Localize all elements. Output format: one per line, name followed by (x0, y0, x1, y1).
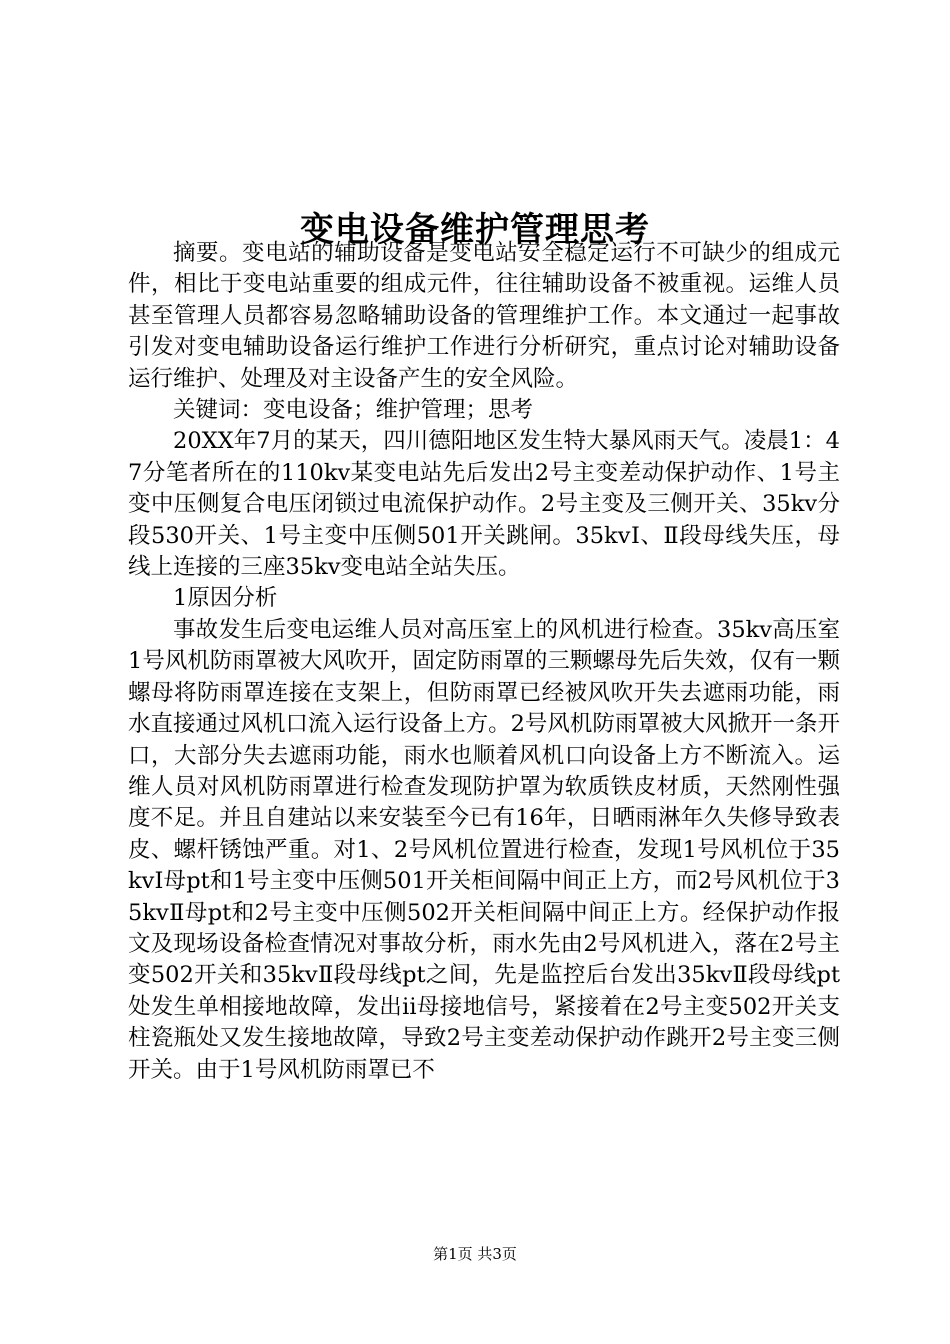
analysis-paragraph: 事故发生后变电运维人员对高压室上的风机进行检查。35kv高压室1号风机防雨罩被大风吹开，固定防雨罩的三颗螺母先后失效，仅有一颗螺母将防雨罩连接在支架上，但防雨罩已经被风吹开失去遮雨功能，雨水直接通过风机口流入运行设备上方。2号风机防雨罩被大风掀开一条开口，大部分失去遮雨功能，雨水也顺着风机口向设备上方不断流入。运维人员对风机防雨罩进行检查发现防护罩为软质铁皮材质，天然刚性强度不足。并且自建站以来安装至今已有16年，日晒雨淋年久失修导致表皮、螺杆锈蚀严重。对1、2号风机位置进行检查，发现1号风机位于35kvⅠ母pt和1号主变中压侧501开关柜间隔中间正上方，而2号风机位于35kvⅡ母pt和2号主变中压侧502开关柜间隔中间正上方。经保护动作报文及现场设备检查情况对事故分析，雨水先由2号风机进入，落在2号主变502开关和35kvⅡ段母线pt之间，先是监控后台发出35kvⅡ段母线pt处发生单相接地故障，发出ii母接地信号，紧接着在2号主变502开关支柱瓷瓶处又发生接地故障，导致2号主变差动保护动作跳开2号主变三侧开关。由于1号风机防雨罩已不 (128, 616, 840, 1083)
keywords-paragraph: 关键词：变电设备；维护管理；思考 (173, 397, 534, 424)
document-body (128, 238, 840, 1086)
document-title: 变电设备维护管理思考 (300, 209, 650, 250)
incident-paragraph: 20XX年7月的某天，四川德阳地区发生特大暴风雨天气。凌晨1：47分笔者所在的110kv某变电站先后发出2号主变差动保护动作、1号主变中压侧复合电压闭锁过电流保护动作。2号主变及三侧开关、35kv分段530开关、1号主变中压侧501开关跳闸。35kvⅠ、Ⅱ段母线失压，母线上连接的三座35kv变电站全站失压。 (128, 428, 840, 581)
section-heading: 1原因分析 (173, 585, 278, 612)
page-footer: 第1页 共3页 (433, 1245, 517, 1263)
abstract-paragraph: 摘要。变电站的辅助设备是变电站安全稳定运行不可缺少的组成元件，相比于变电站重要的组成元件，往往辅助设备不被重视。运维人员甚至管理人员都容易忽略辅助设备的管理维护工作。本文通过一起事故引发对变电辅助设备运行维护工作进行分析研究，重点讨论对辅助设备运行维护、处理及对主设备产生的安全风险。 (128, 240, 840, 392)
